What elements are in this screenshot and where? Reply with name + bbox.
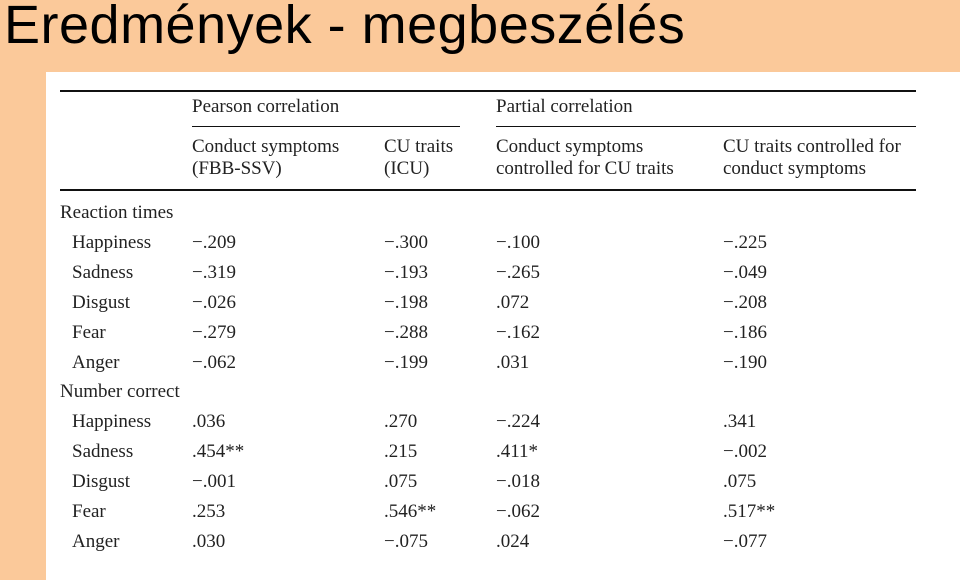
table-cell: −.026 [192, 291, 236, 313]
group-header-pearson: Pearson correlation [192, 96, 340, 117]
table-cell: −.162 [496, 321, 540, 343]
table-cell: .036 [192, 411, 226, 433]
table-cell: .072 [496, 291, 530, 313]
table-cell: .024 [496, 530, 530, 552]
table-cell: −.062 [192, 351, 236, 373]
table-cell: .454** [192, 441, 245, 463]
table-cell: −.062 [496, 501, 540, 522]
table-cell: .546** [384, 501, 437, 522]
table-cell: −.198 [384, 291, 428, 313]
row-label: Disgust [72, 291, 131, 313]
col-header-conduct-symptoms: Conduct symptoms (FBB-SSV) [192, 136, 340, 179]
table-cell: −.190 [723, 351, 767, 373]
row-label: Anger [72, 351, 120, 373]
table-cell: −.002 [723, 441, 767, 463]
group-header-partial: Partial correlation [496, 96, 633, 117]
table-cell: −.100 [496, 231, 540, 253]
table-cell: −.224 [496, 411, 540, 433]
section-label: Reaction times [60, 202, 174, 223]
table-cell: −.075 [384, 530, 428, 552]
table-top-rule [60, 90, 916, 92]
row-label: Disgust [72, 471, 131, 493]
row-label: Sadness [72, 261, 134, 283]
table-cell: −.001 [192, 471, 236, 493]
row-label: Happiness [72, 411, 152, 433]
slide-title: Eredmények - megbeszélés [4, 0, 686, 55]
table-cell: .030 [192, 530, 226, 552]
table-cell: −.288 [384, 321, 428, 343]
partial-span-rule [496, 126, 916, 127]
col-header-cu-controlled: CU traits controlled for conduct symptoms [723, 136, 901, 179]
col-header-conduct-controlled: Conduct symptoms controlled for CU traits [496, 136, 674, 179]
row-label: Happiness [72, 231, 152, 253]
table-cell: −.049 [723, 261, 767, 283]
table-cell: .031 [496, 351, 530, 373]
table-cell: .341 [723, 411, 757, 433]
table-cell: −.193 [384, 261, 428, 283]
row-label: Anger [72, 530, 120, 552]
table-cell: −.208 [723, 291, 767, 313]
table-cell: −.199 [384, 351, 428, 373]
table-cell: .215 [384, 441, 418, 463]
table-cell: .253 [192, 501, 226, 522]
table-cell: −.265 [496, 261, 540, 283]
table-cell: −.209 [192, 231, 236, 253]
table-cell: .075 [384, 471, 418, 493]
table-cell: −.225 [723, 231, 767, 253]
table-cell: .411* [496, 441, 539, 463]
table-image-panel [46, 72, 960, 580]
table-cell: −.077 [723, 530, 767, 552]
col-header-cu-traits: CU traits (ICU) [384, 136, 454, 179]
table-cell: −.186 [723, 321, 767, 343]
table-cell: −.300 [384, 231, 428, 253]
table-cell: −.279 [192, 321, 236, 343]
table-cell: .075 [723, 471, 757, 493]
row-label: Fear [72, 321, 106, 343]
header-bottom-rule [60, 189, 916, 191]
section-label: Number correct [60, 381, 180, 403]
table-cell: .270 [384, 411, 418, 433]
table-cell: −.018 [496, 471, 540, 493]
table-cell: −.319 [192, 261, 236, 283]
pearson-span-rule [192, 126, 460, 127]
row-label: Sadness [72, 441, 134, 463]
table-cell: .517** [723, 501, 776, 522]
row-label: Fear [72, 501, 106, 522]
